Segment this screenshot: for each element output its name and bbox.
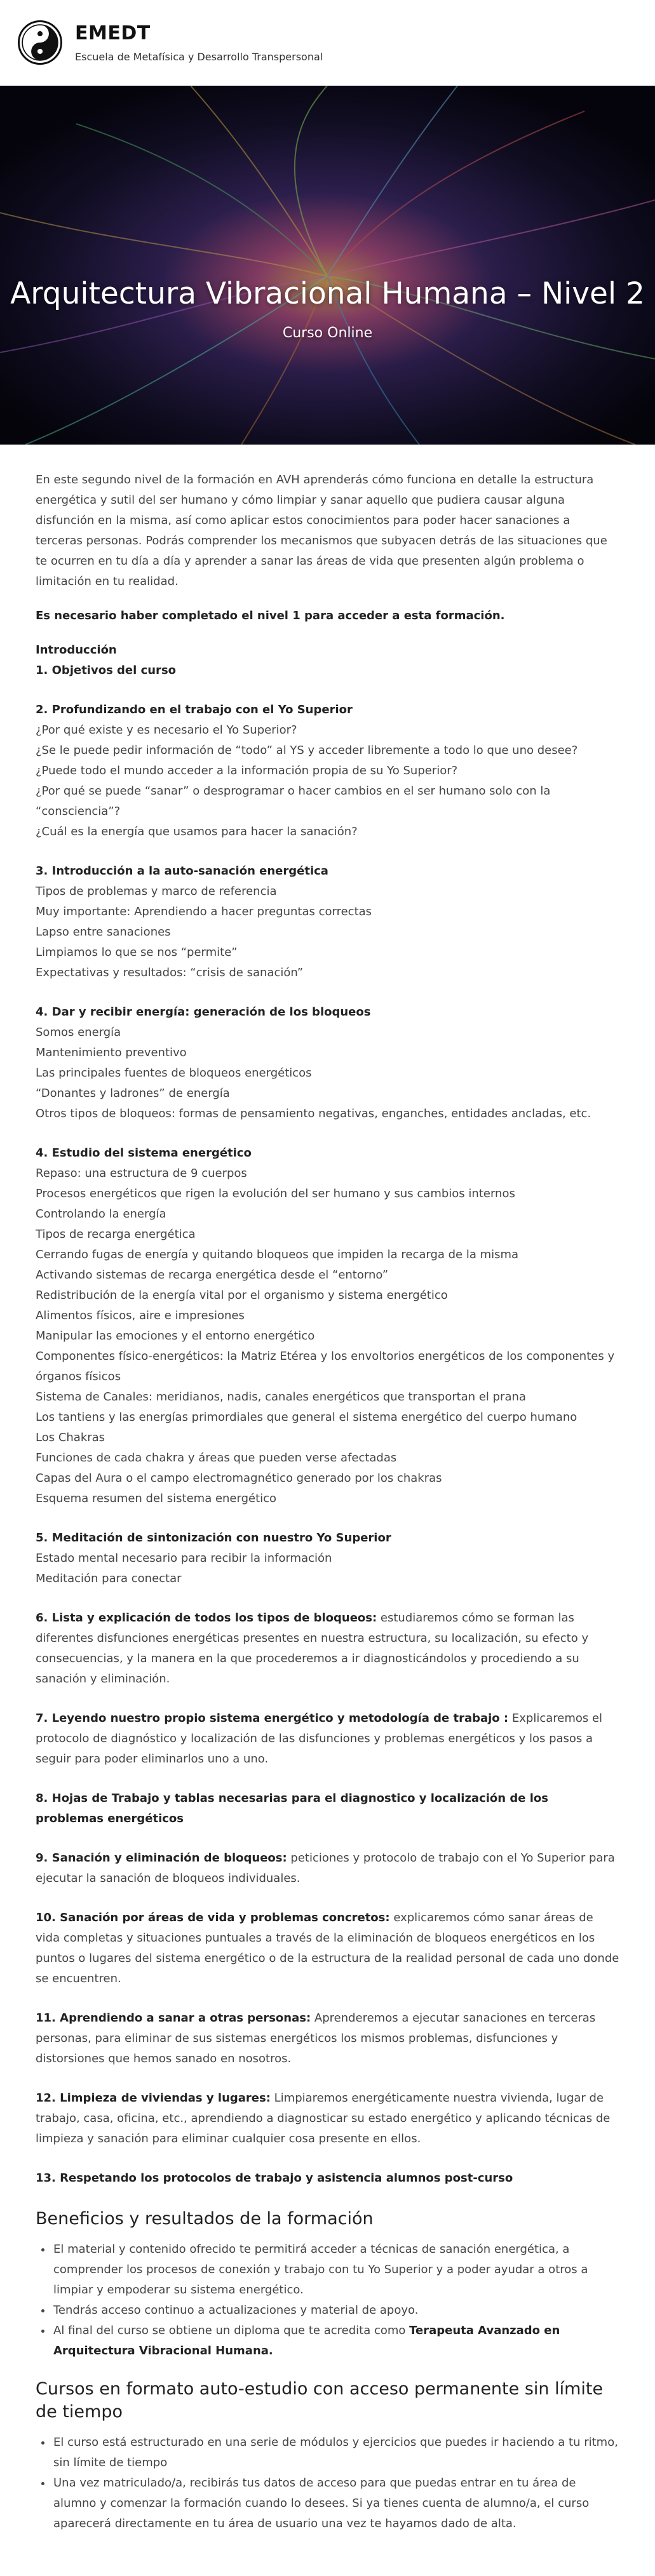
section-heading: 4. Dar y recibir energía: generación de los bloqueos <box>36 1005 371 1019</box>
list-item: Alimentos físicos, aire e impresiones <box>36 1309 245 1322</box>
list-item: Otros tipos de bloqueos: formas de pensamiento negativas, enganches, entidades ancladas, etc. <box>36 1107 591 1120</box>
section-heading: 2. Profundizando en el trabajo con el Yo Superior <box>36 703 353 716</box>
syllabus-section-3 <box>36 861 619 983</box>
hero-banner <box>0 86 655 445</box>
list-item: Somos energía <box>36 1026 121 1039</box>
list-item: ¿Por qué existe y es necesario el Yo Superior? <box>36 723 297 737</box>
brand[interactable] <box>75 22 323 63</box>
list-item: Estado mental necesario para recibir la información <box>36 1552 332 1565</box>
list-item: Sistema de Canales: meridianos, nadis, canales energéticos que transportan el prana <box>36 1390 526 1404</box>
list-item: Esquema resumen del sistema energético <box>36 1492 277 1505</box>
list-item: • Tendrás acceso continuo a actualizaciones y material de apoyo. <box>52 2300 619 2321</box>
syllabus-section-10: 10. Sanación por áreas de vida y problemas concretos: explicaremos cómo sanar áreas de vida completas y situaciones puntuales a través de la eliminación de bloqueos energéticos en los puntos o lugares del sistema energético o de la estructura de la realidad personal de cada uno donde se encuentren. <box>36 1911 619 1985</box>
list-item: • Una vez matriculado/a, recibirás tus datos de acceso para que puedas entrar en tu área de alumno y comenzar la formación cuando lo desees. Si ya tienes cuenta de alumno/a, el curso aparecerá directamente en tu área de usuario una vez te hayamos dado de alta. <box>52 2473 619 2534</box>
list-item: Controlando la energía <box>36 1207 166 1221</box>
hero-title: Arquitectura Vibracional Humana – Nivel 2 <box>10 276 645 311</box>
syllabus-section-2 <box>36 700 619 842</box>
list-item: • El material y contenido ofrecido te permitirá acceder a técnicas de sanación energética, a comprender los procesos de conexión y trabajo con tu Yo Superior y a poder ayudar a otros a limpiar y empoderar su sistema energético. <box>52 2239 619 2300</box>
list-item: Los tantiens y las energías primordiales que general el sistema energético del cuerpo humano <box>36 1411 577 1424</box>
section-heading: 4. Estudio del sistema energético <box>36 1146 252 1160</box>
list-item: Expectativas y resultados: “crisis de sanación” <box>36 966 304 979</box>
hero-background-image <box>0 86 655 445</box>
list-item: • El curso está estructurado en una serie de módulos y ejercicios que puedes ir haciendo a tu ritmo, sin límite de tiempo <box>52 2432 619 2473</box>
format-heading: Cursos en formato auto-estudio con acceso permanente sin límite de tiempo <box>36 2379 604 2422</box>
syllabus-section-4b <box>36 1143 619 1509</box>
section-heading: 5. Meditación de sintonización con nuestro Yo Superior <box>36 1531 391 1545</box>
brand-title[interactable]: EMEDT <box>75 22 151 44</box>
syllabus-section-12: 12. Limpieza de viviendas y lugares: Limpiaremos energéticamente nuestra vivienda, lugar de trabajo, casa, oficina, etc., aprendiendo a diagnosticar su estado energético y aplicando técnicas de limpieza y sanación para eliminar cualquier cosa presente en ellos. <box>36 2091 611 2145</box>
syllabus-section-13: 13. Respetando los protocolos de trabajo y asistencia alumnos post-curso <box>36 2171 513 2185</box>
syllabus-section-4a <box>36 1002 619 1124</box>
list-item: ¿Se le puede pedir información de “todo” al YS y acceder libremente a todo lo que uno desee? <box>36 744 578 757</box>
list-item: Muy importante: Aprendiendo a hacer preguntas correctas <box>36 905 372 918</box>
requirement-note: Es necesario haber completado el nivel 1 para acceder a esta formación. <box>36 609 505 622</box>
syllabus-section-6: 6. Lista y explicación de todos los tipos de bloqueos: estudiaremos cómo se forman las diferentes disfunciones energéticas presentes en nuestra estructura, su localización, su efecto y consecuencias, y la manera en la que procederemos a ir diagnosticándolos y procediendo a su sanación y eliminación. <box>36 1611 589 1686</box>
list-item: Capas del Aura o el campo electromagnético generado por los chakras <box>36 1472 442 1485</box>
list-item: “Donantes y ladrones” de energía <box>36 1087 230 1100</box>
syllabus-section-5 <box>36 1528 619 1589</box>
brand-subtitle: Escuela de Metafísica y Desarrollo Transpersonal <box>75 51 323 63</box>
list-item: Lapso entre sanaciones <box>36 925 171 939</box>
syllabus-section-8: 8. Hojas de Trabajo y tablas necesarias para el diagnostico y localización de los problemas energéticos <box>36 1792 548 1825</box>
section-heading: 1. Objetivos del curso <box>36 664 177 677</box>
list-item: Tipos de recarga energética <box>36 1228 196 1241</box>
yin-yang-icon[interactable] <box>18 20 62 65</box>
syllabus-section-7: 7. Leyendo nuestro propio sistema energético y metodología de trabajo : Explicaremos el protocolo de diagnóstico y localización de las disfunciones y problemas energéticos y los pasos a seguir para poder eliminarlos uno a uno. <box>36 1712 603 1766</box>
list-item: Redistribución de la energía vital por el organismo y sistema energético <box>36 1289 448 1302</box>
list-item: Cerrando fugas de energía y quitando bloqueos que impiden la recarga de la misma <box>36 1248 519 1261</box>
syllabus-section-11: 11. Aprendiendo a sanar a otras personas: Aprenderemos a ejecutar sanaciones en terceras personas, para eliminar de sus sistemas energéticos los mismos problemas, disfunciones y distorsiones que hemos sanado en nosotros. <box>36 2011 596 2065</box>
course-content <box>0 445 655 2576</box>
list-item: Manipular las emociones y el entorno energético <box>36 1329 315 1343</box>
benefits-list <box>52 2239 619 2361</box>
list-item: Mantenimiento preventivo <box>36 1046 187 1059</box>
benefits-heading: Beneficios y resultados de la formación <box>36 2209 374 2229</box>
section-heading: 3. Introducción a la auto-sanación energética <box>36 864 328 878</box>
list-item: Activando sistemas de recarga energética desde el “entorno” <box>36 1268 389 1282</box>
list-item: Las principales fuentes de bloqueos energéticos <box>36 1066 312 1080</box>
hero-text <box>0 276 655 341</box>
list-item: Los Chakras <box>36 1431 105 1444</box>
section-heading: Introducción <box>36 643 117 657</box>
hero-subtitle: Curso Online <box>282 325 373 341</box>
list-item: Procesos energéticos que rigen la evolución del ser humano y sus cambios internos <box>36 1187 515 1200</box>
list-item: Limpiamos lo que se nos “permite” <box>36 946 238 959</box>
site-header <box>0 0 655 86</box>
list-item: Repaso: una estructura de 9 cuerpos <box>36 1167 247 1180</box>
list-item: ¿Por qué se puede “sanar” o desprogramar o hacer cambios en el ser humano solo con la “consciencia”? <box>36 784 551 818</box>
format-list <box>52 2432 619 2534</box>
syllabus-section-9: 9. Sanación y eliminación de bloqueos: peticiones y protocolo de trabajo con el Yo Superior para ejecutar la sanación de bloqueos individuales. <box>36 1851 615 1885</box>
list-item: • Al final del curso se obtiene un diploma que te acredita como Terapeuta Avanzado en Arquitectura Vibracional Humana. <box>52 2321 619 2361</box>
list-item: Funciones de cada chakra y áreas que pueden verse afectadas <box>36 1451 397 1465</box>
list-item: Componentes físico-energéticos: la Matriz Etérea y los envoltorios energéticos de los componentes y órganos físicos <box>36 1350 615 1383</box>
intro-paragraph: En este segundo nivel de la formación en AVH aprenderás cómo funciona en detalle la estructura energética y sutil del ser humano y cómo limpiar y sanar aquello que pudiera causar alguna disfunción en la misma, así como aplicar estos conocimientos para poder hacer sanaciones a terceras personas. Podrás comprender los mecanismos que subyacen detrás de las situaciones que te ocurren en tu día a día y aprender a sanar las áreas de vida que presenten algún problema o limitación en tu realidad. <box>36 473 607 588</box>
list-item: ¿Cuál es la energía que usamos para hacer la sanación? <box>36 825 358 838</box>
list-item: Meditación para conectar <box>36 1572 182 1585</box>
syllabus-intro <box>36 640 619 681</box>
list-item: ¿Puede todo el mundo acceder a la información propia de su Yo Superior? <box>36 764 458 777</box>
list-item: Tipos de problemas y marco de referencia <box>36 885 277 898</box>
